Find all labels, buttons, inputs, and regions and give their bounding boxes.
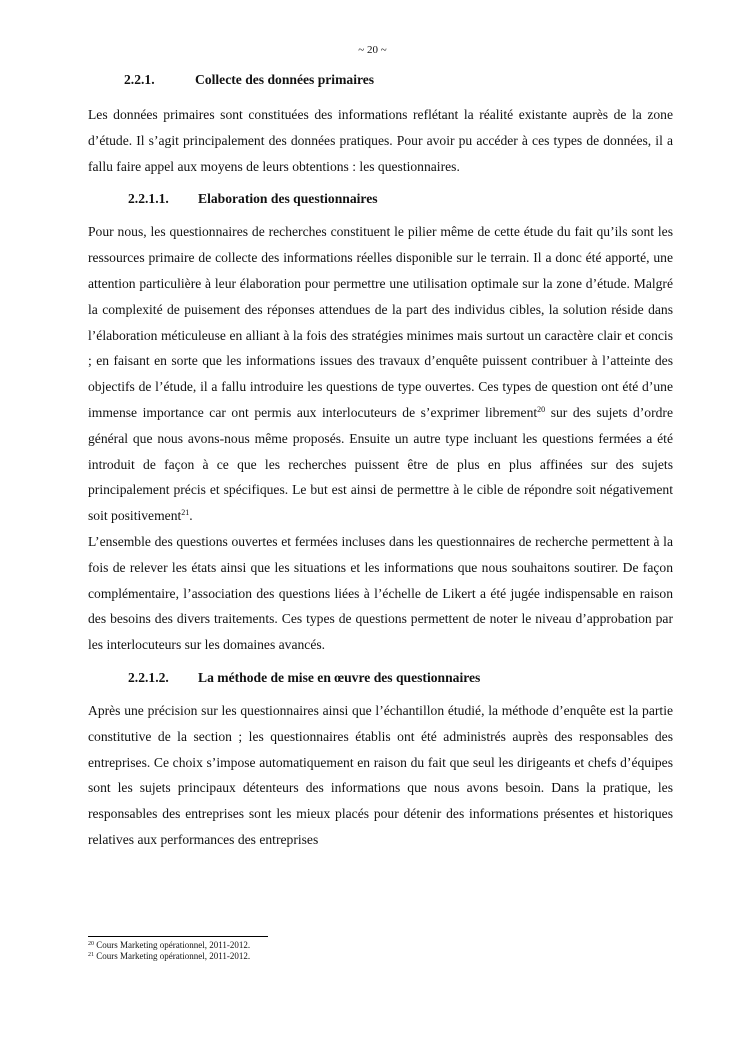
footnote-ref-21[interactable]: 21 — [181, 508, 190, 518]
heading-title: La méthode de mise en œuvre des questionnaires — [198, 669, 481, 685]
document-body — [88, 70, 673, 853]
paragraph: Les données primaires sont constituées des informations reflétant la réalité existante auprès de la zone d’étude. Il s’agit principalement des données pratiques. Pour avoir pu accéder à ces types de données, il a fallu faire appel aux moyens de leurs obtentions : les questionnaires. — [88, 107, 673, 174]
heading-title: Elaboration des questionnaires — [198, 191, 378, 207]
footnote-ref-20[interactable]: 20 — [537, 404, 546, 414]
footnote-number: 20 — [88, 941, 94, 947]
heading-number: 2.2.1.2. — [128, 669, 169, 685]
heading-number: 2.2.1. — [124, 72, 155, 87]
heading-2-2-1-2 — [128, 668, 673, 688]
paragraph-text: sur des sujets d’ordre général que nous avons-nous même proposés. Ensuite un autre type incluant les questions fermées a été introduit de façon à ce que les recherches puissent être de plus en plus affinées sur des sujets principalement précis et spécifiques. Le but est ainsi de permettre à le cible de répondre soit négativement soit positivement — [88, 404, 673, 524]
paragraph: L’ensemble des questions ouvertes et fermées incluses dans les questionnaires de recherche permettent à la fois de relever les états ainsi que les situations et les informations que nous souhaitons soutirer. De façon complémentaire, l’association des questions liées à l’échelle de Likert a été jugée indispensable en raison des besoins des divers traitements. Ces types de questions permettent de noter le niveau d’approbation par les interlocuteurs sur les domaines avancés. — [88, 533, 673, 653]
footnote-text: Cours Marketing opérationnel, 2011-2012. — [94, 940, 251, 950]
footnote-number: 21 — [88, 952, 94, 958]
footnote-20 — [88, 940, 488, 951]
paragraph-text: Pour nous, les questionnaires de recherches constituent le pilier même de cette étude du fait qu’ils sont les ressources primaire de collecte des informations réelles disponible sur le terrain. Il a donc été apporté, une attention particulière à leur élaboration pour permettre une utilisation optimale sur la zone d’étude. Malgré la complexité de puisement des réponses attendues de la part des individus cibles, la solution réside dans l’élaboration méticuleuse en alliant à la fois des stratégies minimes mais surtout un caractère clair et concis ; en faisant en sorte que les informations issues des travaux d’enquête puissent contribuer à l’atteinte des objectifs de l’étude, il a fallu introduire les questions de type ouvertes. Ces types de question ont été d’une immense importance car ont permis aux interlocuteurs de s’exprimer librement — [88, 224, 673, 420]
footnote-21 — [88, 951, 488, 962]
footnote-text: Cours Marketing opérationnel, 2011-2012. — [94, 951, 251, 961]
paragraph — [88, 219, 673, 529]
footnote-separator — [88, 936, 268, 937]
paragraph: Après une précision sur les questionnaires ainsi que l’échantillon étudié, la méthode d’enquête est la partie constitutive de la section ; les questionnaires établis ont été administrés auprès des responsables des entreprises. Ce choix s’impose automatiquement en raison du fait que seul les dirigeants et chefs d’équipes sont les sujets principaux détenteurs des informations que nous avons besoin. Dans la pratique, les responsables des entreprises sont les mieux placés pour détenir des informations présentes et historiques relatives aux performances des entreprises — [88, 702, 673, 847]
heading-number: 2.2.1.1. — [128, 191, 169, 207]
paragraph-text: . — [189, 508, 193, 524]
heading-2-2-1 — [124, 70, 673, 90]
page-number: ~ 20 ~ — [358, 44, 387, 56]
heading-2-2-1-1 — [128, 189, 673, 209]
heading-title: Collecte des données primaires — [195, 72, 375, 87]
footnotes — [88, 940, 488, 962]
